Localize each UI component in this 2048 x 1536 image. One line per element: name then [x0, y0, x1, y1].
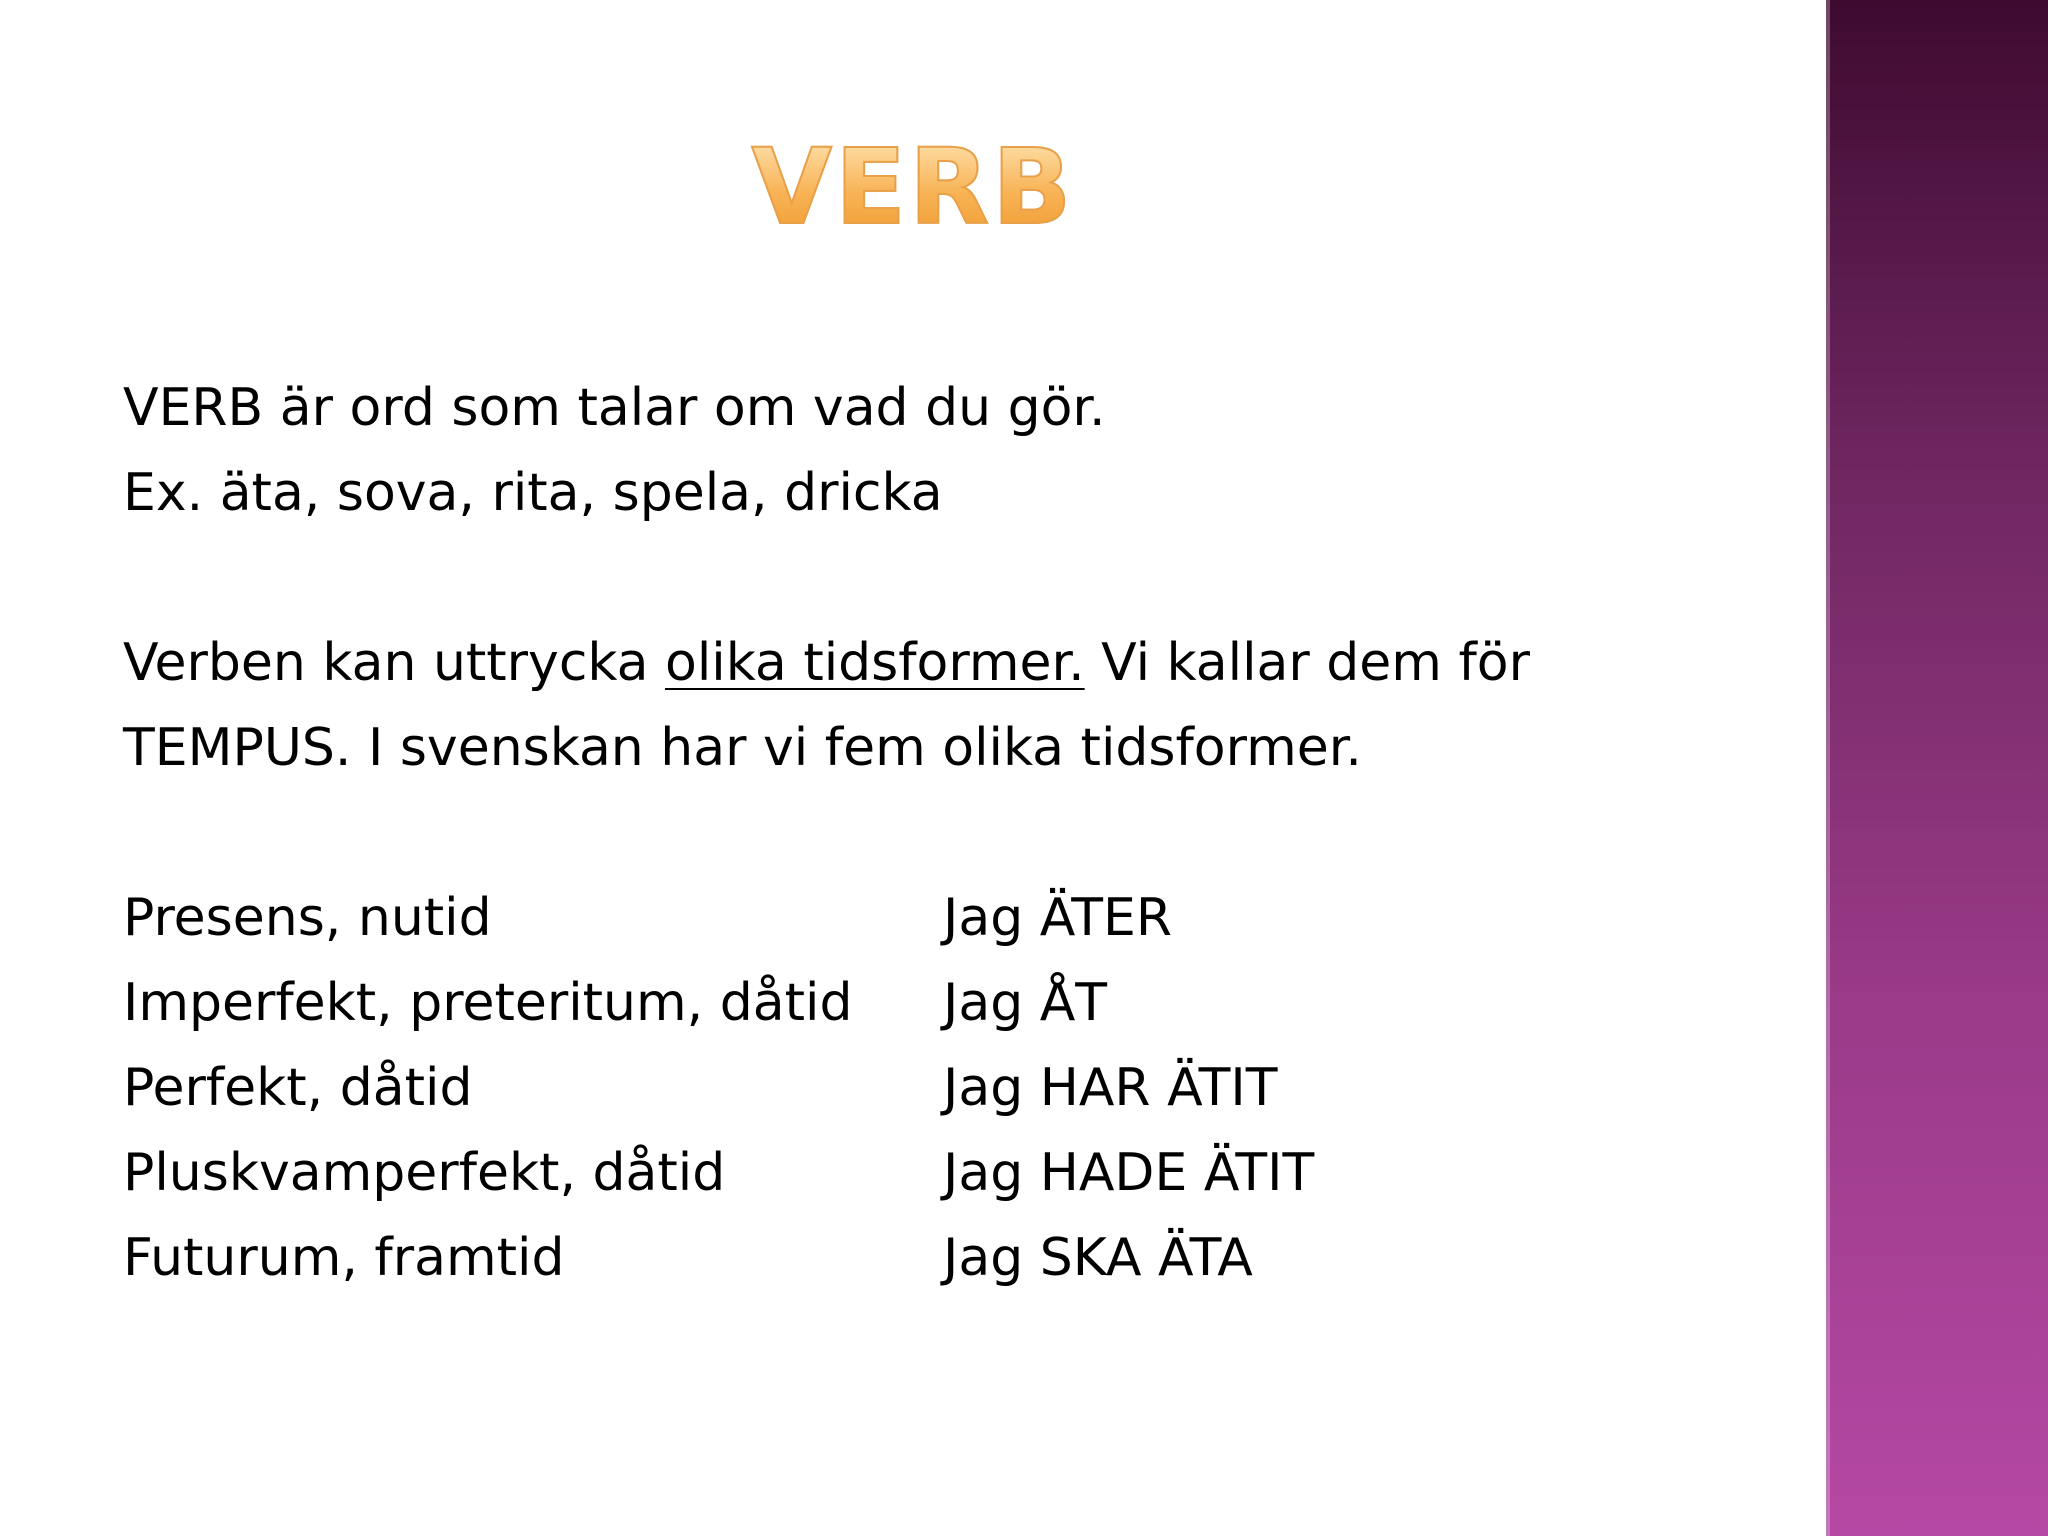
tense-row: [123, 876, 1783, 961]
tense-example: Jag ÅT: [943, 973, 1108, 1033]
decorative-side-band: [1826, 0, 2048, 1536]
tense-row: [123, 1046, 1783, 1131]
tempus-paragraph-line-1: [123, 621, 1783, 706]
tense-example: Jag HADE ÄTIT: [943, 1143, 1315, 1203]
tense-row: [123, 1131, 1783, 1216]
underlined-phrase: olika tidsformer.: [665, 633, 1085, 693]
tense-example: Jag HAR ÄTIT: [943, 1058, 1278, 1118]
tense-name: Presens, nutid: [123, 888, 492, 948]
tense-example: Jag SKA ÄTA: [943, 1228, 1253, 1288]
paragraph-text: Vi kallar dem för: [1084, 633, 1530, 693]
tense-name: Pluskvamperfekt, dåtid: [123, 1143, 726, 1203]
intro-line-1: VERB är ord som talar om vad du gör.: [123, 378, 1106, 438]
tense-name: Imperfekt, preteritum, dåtid: [123, 973, 853, 1033]
tempus-paragraph-line-2: TEMPUS. I svenskan har vi fem olika tidsformer.: [123, 718, 1362, 778]
tense-name: Futurum, framtid: [123, 1228, 565, 1288]
slide-body: [123, 366, 1783, 1301]
spacer: [123, 536, 1783, 621]
intro-line-2: Ex. äta, sova, rita, spela, dricka: [123, 463, 943, 523]
tense-example: Jag ÄTER: [943, 888, 1173, 948]
spacer: [123, 791, 1783, 876]
tense-row: [123, 1216, 1783, 1301]
tense-name: Perfekt, dåtid: [123, 1058, 473, 1118]
tense-row: [123, 961, 1783, 1046]
paragraph-text: Verben kan uttrycka: [123, 633, 666, 693]
slide-title: VERB: [0, 130, 1826, 244]
